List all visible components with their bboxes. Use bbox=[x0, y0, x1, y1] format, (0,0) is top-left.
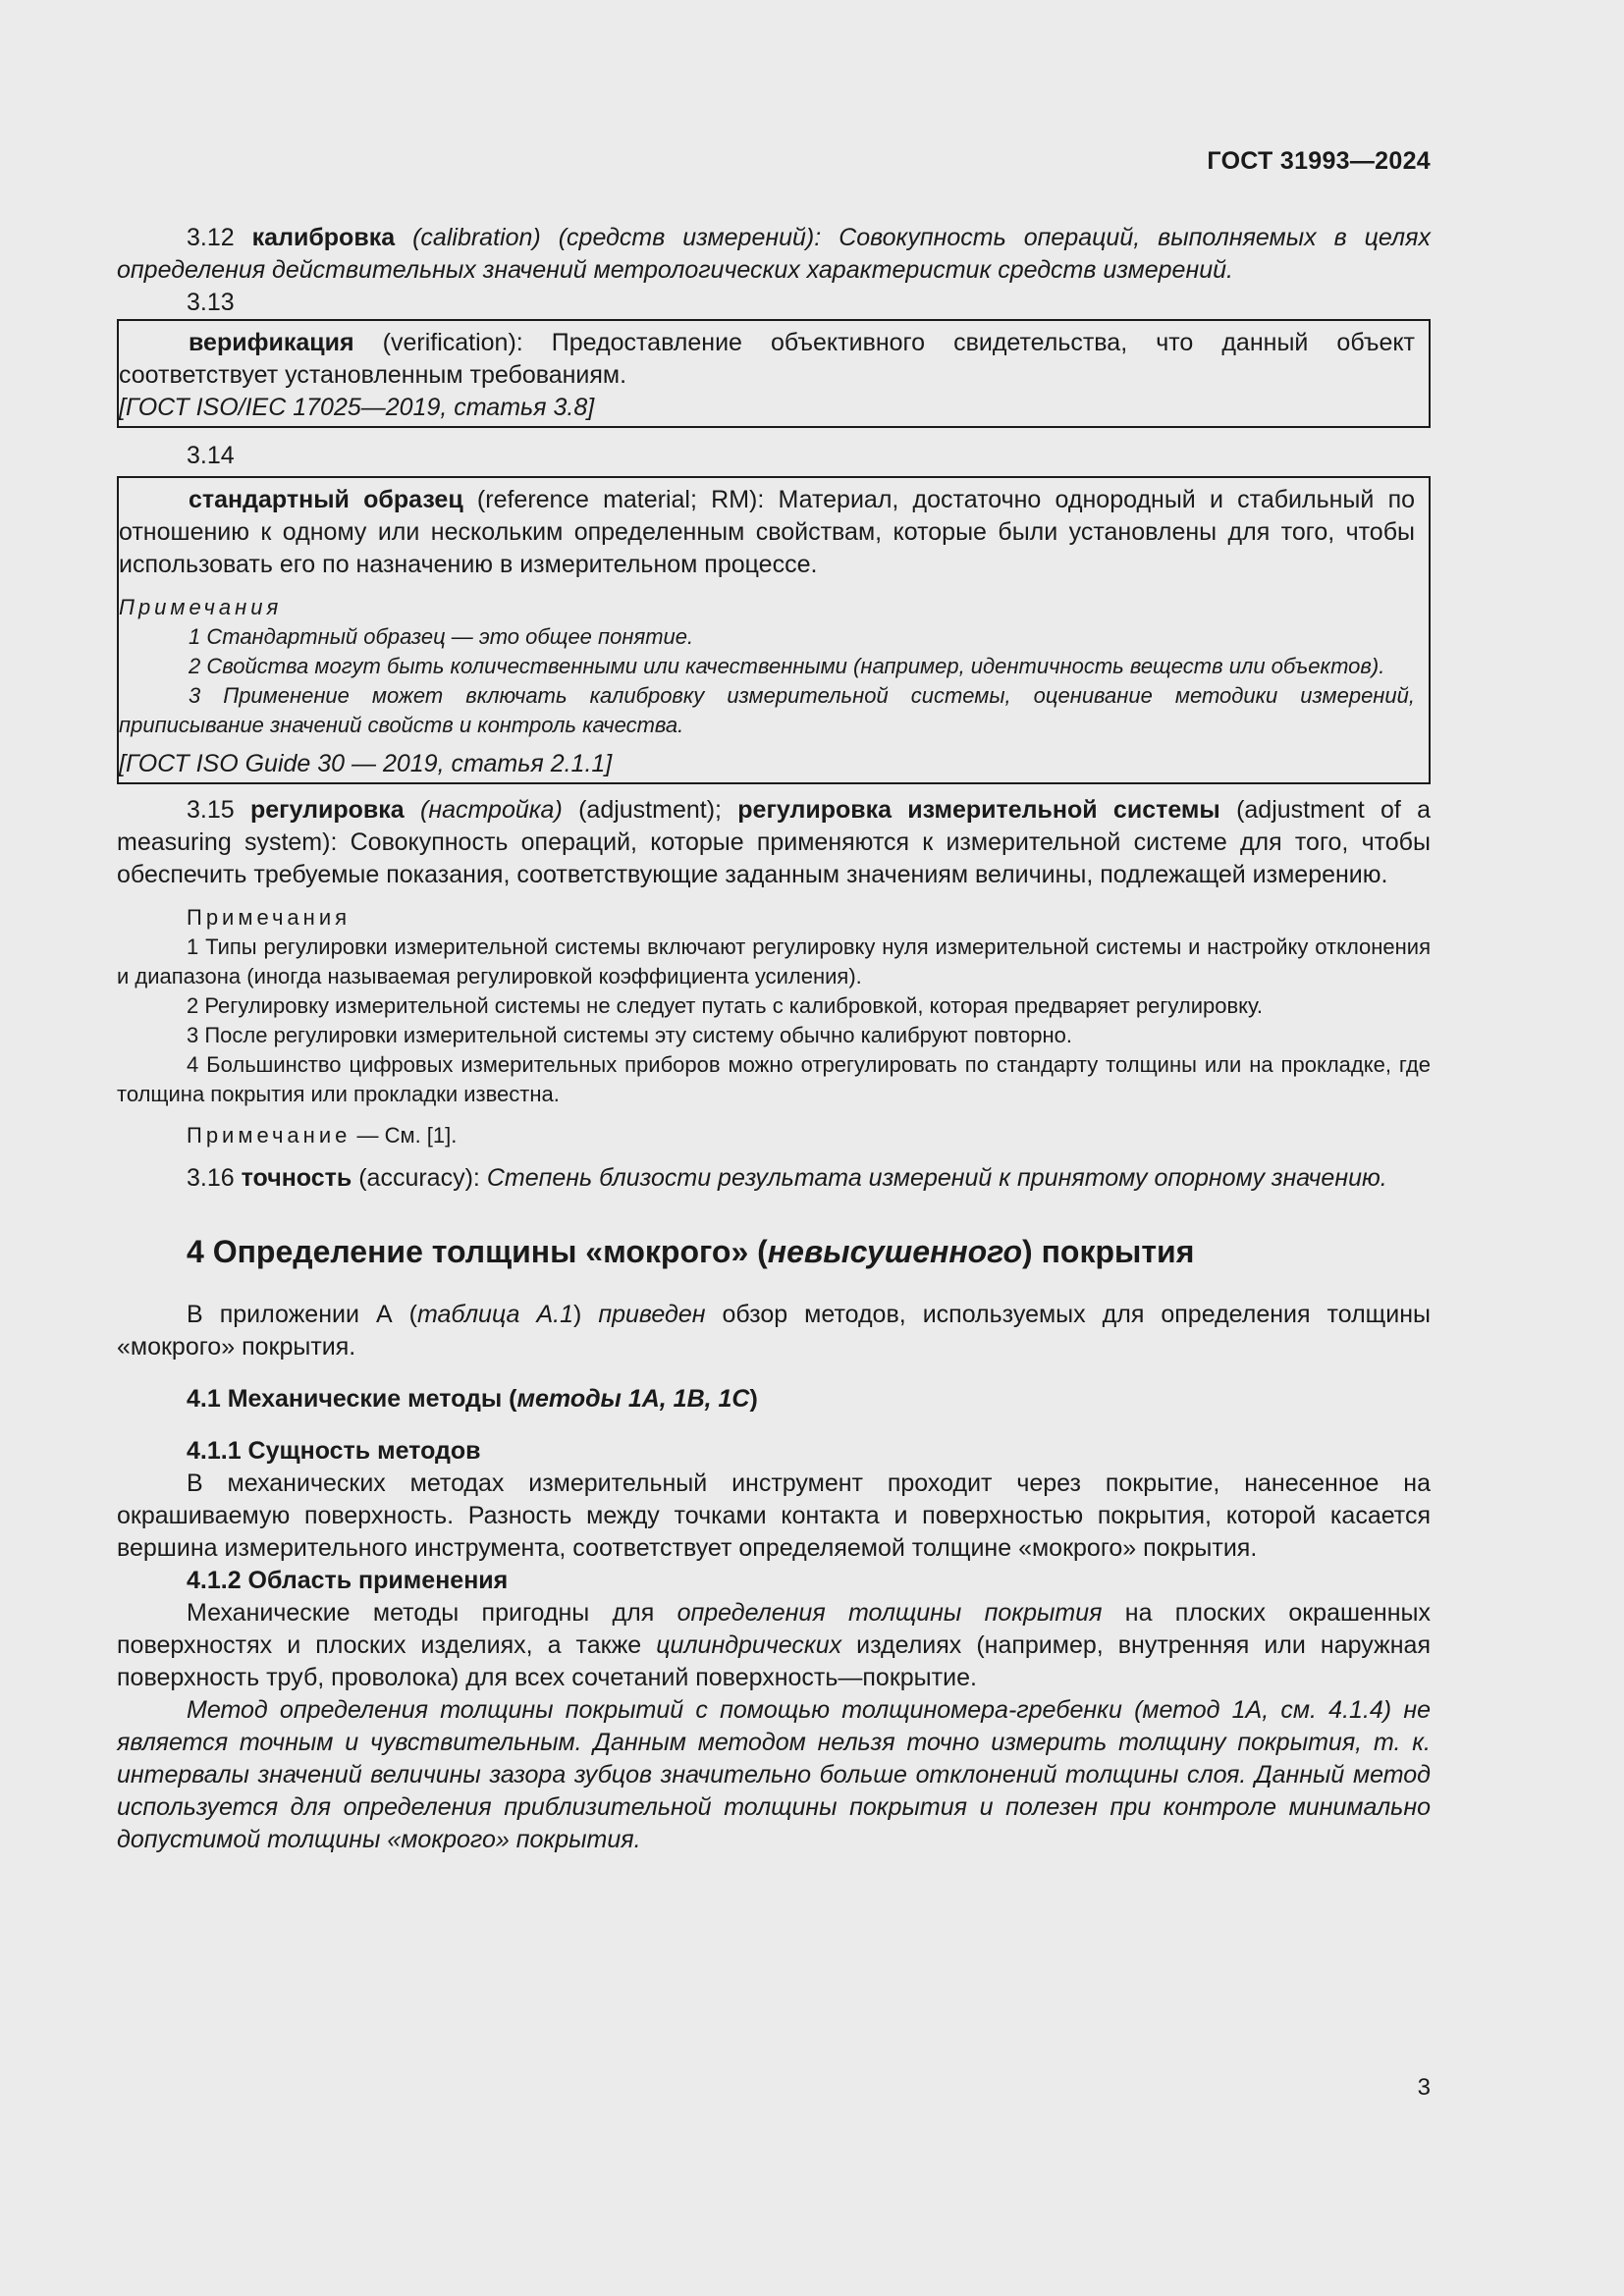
note-item: 3 Применение может включать калибровку измерительной системы, оценивание методики измерений, приписывание значений свойств и контроль качества. bbox=[119, 683, 1415, 737]
notes-title: Примечания bbox=[187, 905, 352, 930]
page-content bbox=[117, 222, 1431, 1856]
section-4-1-1-heading: 4.1.1 Сущность методов bbox=[187, 1437, 481, 1465]
term-3-15 bbox=[117, 794, 1431, 891]
notes-block bbox=[119, 593, 1415, 740]
term-3-13-number: 3.13 bbox=[187, 289, 235, 316]
term-english: (reference material; RM): bbox=[476, 486, 765, 513]
term-3-12 bbox=[117, 222, 1431, 287]
term-reference: [ГОСТ ISO/IEC 17025—2019, статья 3.8] bbox=[119, 394, 595, 421]
term-title: регулировка bbox=[249, 796, 405, 824]
term-english: (verification): bbox=[382, 329, 523, 356]
notes-title: Примечания bbox=[119, 595, 283, 619]
term-title: точность bbox=[241, 1164, 352, 1192]
document-code: ГОСТ 31993—2024 bbox=[1207, 147, 1431, 175]
section-4-1-1-text: В механических методах измерительный инструмент проходит через покрытие, нанесенное на окрашиваемую поверхность. Разность между точками контакта и поверхностью покрытия, которой касается вершина измерительного инструмента, соответствует определяемой толщине «мокрого» покрытия. bbox=[117, 1469, 1431, 1562]
term-title-2: регулировка измерительной системы bbox=[737, 796, 1220, 824]
term-title: калибровка bbox=[251, 224, 396, 251]
section-4-heading: 4 Определение толщины «мокрого» (невысушенного) покрытия bbox=[187, 1234, 1195, 1269]
note-item: 2 Регулировку измерительной системы не следует путать с калибровкой, которая предваряет регулировку. bbox=[187, 993, 1263, 1018]
term-english: (calibration) (средств измерений): bbox=[412, 224, 822, 251]
term-alt: (настройка) bbox=[420, 796, 563, 824]
section-4-intro: В приложении А (таблица А.1) приведен обзор методов, используемых для определения толщины «мокрого» покрытия. bbox=[117, 1301, 1431, 1361]
term-3-16 bbox=[117, 1162, 1431, 1195]
note-item: 1 Стандартный образец — это общее понятие. bbox=[189, 624, 694, 649]
term-3-14 bbox=[119, 484, 1415, 581]
term-english: (adjustment); bbox=[578, 796, 722, 824]
single-note bbox=[117, 1121, 1431, 1150]
term-number: 3.16 bbox=[187, 1164, 235, 1192]
term-definition: Материал, достаточно однородный и стабильный по отношению к одному или нескольким определенным свойствам, которые были установлены для того, чтобы использовать его по назначению в измерительном процессе. bbox=[119, 486, 1416, 578]
term-definition: Предоставление объективного свидетельства, что данный объект соответствует установленным требованиям. bbox=[119, 329, 1416, 389]
note-label: Примечание bbox=[187, 1123, 352, 1148]
term-title: стандартный образец bbox=[189, 486, 463, 513]
term-number: 3.15 bbox=[187, 796, 235, 824]
term-english: (accuracy): bbox=[358, 1164, 480, 1192]
section-4-1-2-text-2: Метод определения толщины покрытий с помощью толщиномера-гребенки (метод 1А, см. 4.1.4) не является точным и чувствительным. Данным методом нельзя точно измерить толщину покрытия, т. к. интервалы значений величины зазора зубцов значительно больше отклонений толщины слоя. Данный метод используется для определения приблизительной толщины покрытия и полезен при контроле минимально допустимой толщины «мокрого» покрытия. bbox=[117, 1696, 1431, 1853]
term-title: верификация bbox=[189, 329, 354, 356]
term-reference: [ГОСТ ISO Guide 30 — 2019, статья 2.1.1] bbox=[119, 750, 613, 777]
term-definition: Совокупность операций, выполняемых в целях определения действительных значений метрологических характеристик средств измерений. bbox=[117, 224, 1431, 284]
term-3-14-number: 3.14 bbox=[187, 442, 235, 469]
section-4-1-2-heading: 4.1.2 Область применения bbox=[187, 1567, 509, 1594]
notes-block bbox=[117, 903, 1431, 1150]
section-4-1-heading: 4.1 Механические методы (методы 1А, 1В, 1С) bbox=[187, 1385, 758, 1413]
note-item: 2 Свойства могут быть количественными или качественными (например, идентичность веществ или объектов). bbox=[189, 654, 1385, 678]
term-definition: Совокупность операций, которые применяются к измерительной системе для того, чтобы обеспечить требуемые показания, соответствующие заданным значениям величины, подлежащей измерению. bbox=[117, 828, 1431, 888]
note-item: 3 После регулировки измерительной системы эту систему обычно калибруют повторно. bbox=[187, 1023, 1073, 1047]
term-number: 3.12 bbox=[187, 224, 235, 251]
section-4-1-2-text: Механические методы пригодны для определения толщины покрытия на плоских окрашенных поверхностях и плоских изделиях, а также цилиндрических изделиях (например, внутренняя или наружная поверхность труб, проволока) для всех сочетаний поверхность—покрытие. bbox=[117, 1599, 1432, 1691]
term-3-13-box bbox=[117, 319, 1431, 428]
note-item: 4 Большинство цифровых измерительных приборов можно отрегулировать по стандарту толщины или на прокладке, где толщина покрытия или прокладки известна. bbox=[117, 1052, 1431, 1106]
note-item: 1 Типы регулировки измерительной системы включают регулировку нуля измерительной системы и настройку отклонения и диапазона (иногда называемая регулировкой коэффициента усиления). bbox=[117, 934, 1431, 988]
term-3-13 bbox=[119, 327, 1415, 392]
term-definition: Степень близости результата измерений к принятому опорному значению. bbox=[486, 1164, 1387, 1192]
term-english-2: (adjustment of a measuring system): bbox=[117, 796, 1432, 856]
page-number: 3 bbox=[1417, 2074, 1431, 2101]
term-3-14-box bbox=[117, 476, 1431, 784]
note-text: — См. [1]. bbox=[351, 1123, 458, 1148]
